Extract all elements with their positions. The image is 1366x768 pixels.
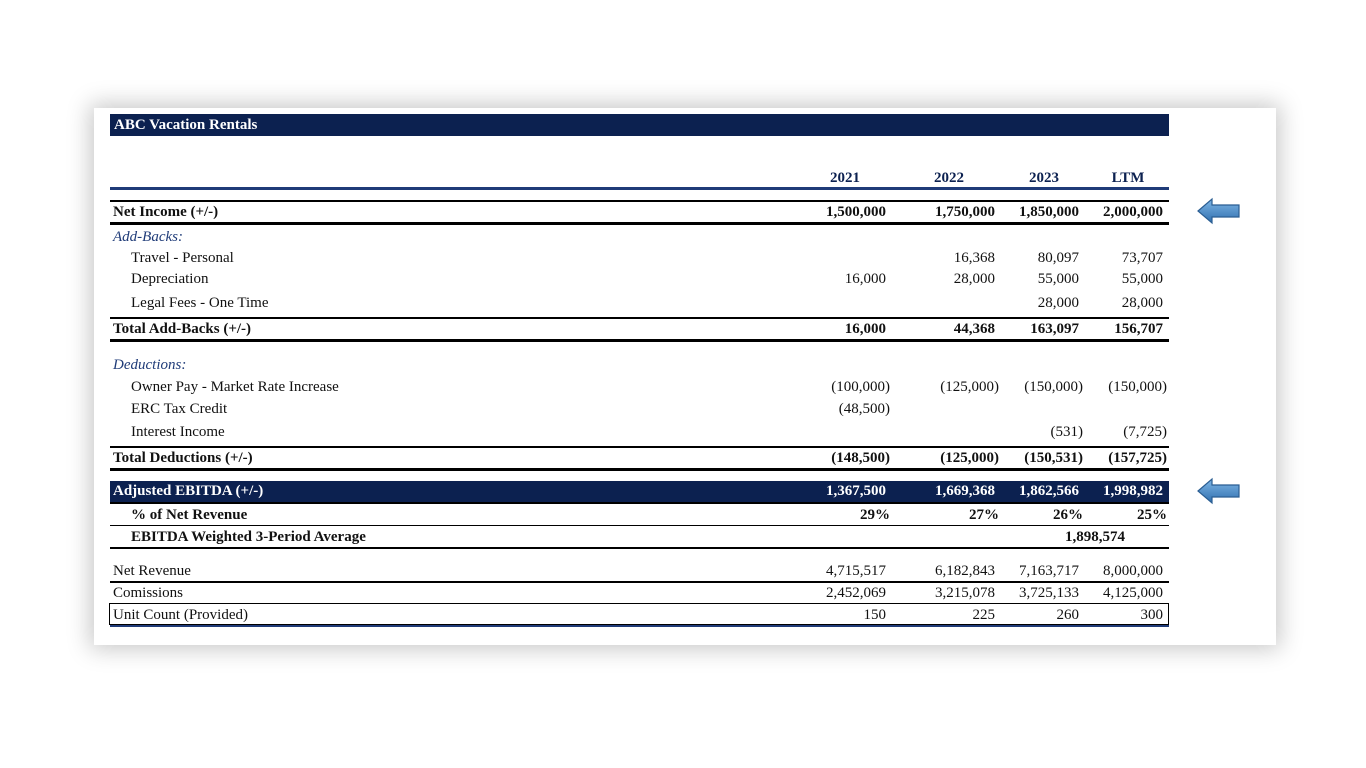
- section-heading-addbacks: [110, 227, 1169, 247]
- cell: 16,000: [844, 321, 886, 337]
- bottom-rule: [110, 625, 1169, 627]
- divider: [110, 547, 1169, 549]
- cell: 16,368: [953, 250, 995, 266]
- divider: [110, 468, 1169, 471]
- cell: (125,000): [940, 379, 999, 395]
- divider: [110, 222, 1169, 225]
- table-row: [110, 377, 1169, 397]
- cell: 1,850,000: [1019, 204, 1079, 220]
- divider: [110, 525, 1169, 526]
- table-row: [110, 293, 1169, 313]
- cell: 163,097: [1030, 321, 1079, 337]
- cell: (150,000): [1108, 379, 1167, 395]
- cell: 80,097: [1037, 250, 1079, 266]
- row-label: Net Revenue: [113, 563, 191, 579]
- row-label: Net Income (+/-): [113, 204, 219, 220]
- col-header-ltm: LTM: [1111, 170, 1145, 186]
- cell: (531): [1050, 424, 1083, 440]
- cell: 26%: [1053, 507, 1083, 523]
- cell: 4,715,517: [826, 563, 886, 579]
- table-row: [110, 248, 1169, 268]
- row-total-deductions: [110, 448, 1169, 468]
- cell: 3,215,078: [935, 585, 995, 601]
- col-header-2022: 2022: [934, 170, 964, 186]
- cell: 27%: [969, 507, 999, 523]
- row-total-addbacks: [110, 319, 1169, 339]
- cell: (148,500): [831, 450, 890, 466]
- row-adjusted-ebitda: [110, 481, 1169, 502]
- section-label: Deductions:: [113, 357, 187, 373]
- row-weighted-average: [110, 527, 1169, 547]
- report-title: ABC Vacation Rentals: [110, 114, 1169, 136]
- row-label: EBITDA Weighted 3-Period Average: [131, 529, 366, 545]
- cell: 1,998,982: [1103, 483, 1163, 499]
- cell: 1,750,000: [935, 204, 995, 220]
- cell: 44,368: [953, 321, 995, 337]
- col-header-2023: 2023: [1029, 170, 1059, 186]
- table-row: [110, 561, 1169, 581]
- row-label: Legal Fees - One Time: [131, 295, 269, 311]
- cell: 4,125,000: [1103, 585, 1163, 601]
- row-label: ERC Tax Credit: [131, 401, 228, 417]
- cell: 260: [1056, 607, 1079, 623]
- divider: [110, 502, 1169, 504]
- header-rule: [110, 187, 1169, 190]
- cell: 1,862,566: [1019, 483, 1079, 499]
- cell: 29%: [860, 507, 890, 523]
- cell: 1,669,368: [935, 483, 995, 499]
- table-row: [110, 399, 1169, 419]
- table-row: [110, 269, 1169, 289]
- row-net-income: [110, 202, 1169, 222]
- cell: 1,500,000: [826, 204, 886, 220]
- cell: (125,000): [940, 450, 999, 466]
- table-row: [110, 605, 1169, 625]
- cell: 7,163,717: [1019, 563, 1079, 579]
- row-label: Comissions: [113, 585, 184, 601]
- cell: (150,531): [1024, 450, 1083, 466]
- section-label: Add-Backs:: [113, 229, 183, 245]
- cell: 225: [972, 607, 995, 623]
- col-header-2021: 2021: [830, 170, 860, 186]
- cell: 2,000,000: [1103, 204, 1163, 220]
- cell: 55,000: [1121, 271, 1163, 287]
- cell: (157,725): [1108, 450, 1167, 466]
- cell: 28,000: [1037, 295, 1079, 311]
- cell: 1,367,500: [826, 483, 886, 499]
- cell: (150,000): [1024, 379, 1083, 395]
- cell: 25%: [1137, 507, 1167, 523]
- left-arrow-icon: [1197, 197, 1241, 225]
- cell: 16,000: [844, 271, 886, 287]
- cell: 8,000,000: [1103, 563, 1163, 579]
- row-label: % of Net Revenue: [131, 507, 248, 523]
- cell: 300: [1140, 607, 1163, 623]
- row-label: Adjusted EBITDA (+/-): [113, 483, 264, 499]
- row-label: Owner Pay - Market Rate Increase: [131, 379, 339, 395]
- cell: (48,500): [838, 401, 890, 417]
- left-arrow-icon: [1197, 477, 1241, 505]
- table-row: [110, 583, 1169, 603]
- cell: 1,898,574: [1065, 529, 1125, 545]
- cell: 2,452,069: [826, 585, 886, 601]
- cell: (100,000): [831, 379, 890, 395]
- row-label: Unit Count (Provided): [113, 607, 248, 623]
- row-label: Total Add-Backs (+/-): [113, 321, 252, 337]
- cell: 28,000: [1121, 295, 1163, 311]
- row-label: Total Deductions (+/-): [113, 450, 253, 466]
- cell: 55,000: [1037, 271, 1079, 287]
- section-heading-deductions: [110, 355, 1169, 375]
- cell: 156,707: [1114, 321, 1163, 337]
- cell: 3,725,133: [1019, 585, 1079, 601]
- row-pct-net-revenue: [110, 505, 1169, 525]
- cell: 28,000: [953, 271, 995, 287]
- cell: 150: [863, 607, 886, 623]
- cell: 73,707: [1121, 250, 1163, 266]
- divider: [110, 339, 1169, 342]
- cell: 6,182,843: [935, 563, 995, 579]
- row-label: Travel - Personal: [131, 250, 234, 266]
- table-row: [110, 422, 1169, 442]
- cell: (7,725): [1123, 424, 1167, 440]
- row-label: Depreciation: [131, 271, 209, 287]
- row-label: Interest Income: [131, 424, 225, 440]
